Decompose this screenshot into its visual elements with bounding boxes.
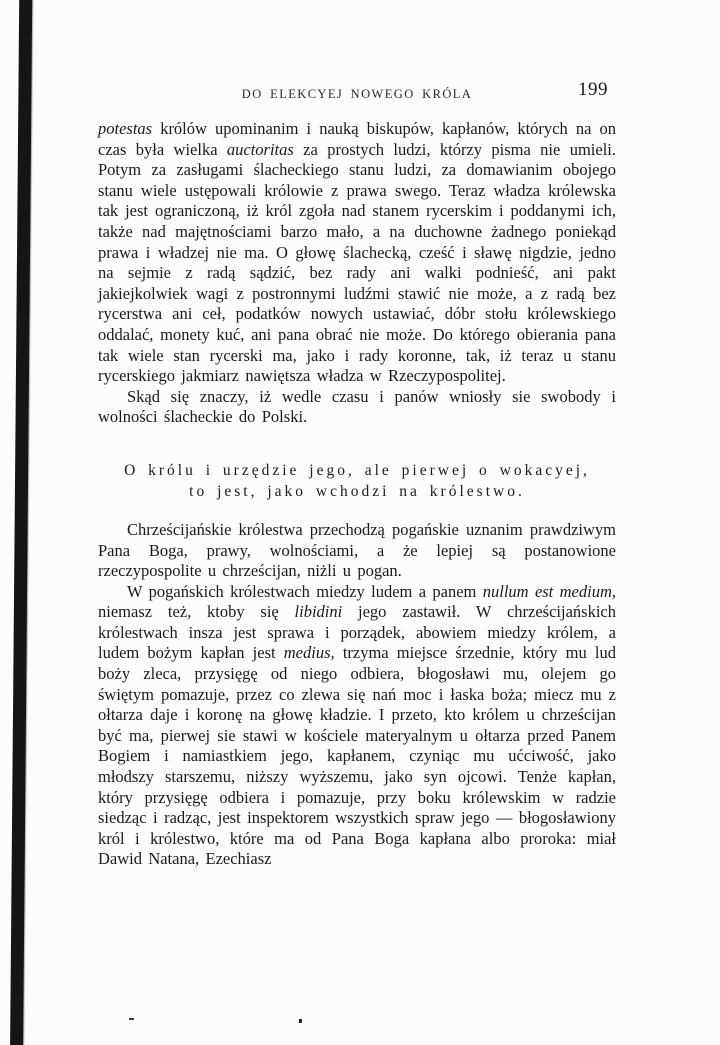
section-heading [102,460,612,503]
text-column [98,119,616,870]
page-header [98,79,616,103]
paragraph-2: Skąd się znaczy, iż wedle czasu i panów wniosły sie swobody i wolności ślacheckie do Polski. [98,386,616,427]
paragraph-4 [98,582,616,870]
latin-term: nullum est medium, [482,581,616,601]
text-run: za prostych ludzi, którzy pisma nie umieli. Potym za zasługami ślacheckiego stanu ludzi, za domawianim obojego stanu wiele ustępowali królowie z prawa swego. Teraz władza królewska tak jest ograniczoną, iż król zgoła nad stanem rycerskim i poddanymi ich, także nad majętnościami barzo mało, a na duchowne żadnego poniekąd prawa i władzej nie ma. O głowę ślachecką, cześć i sławę nigdzie, jedno na sejmie z radą sądzić, bez rady ani walki podnieść, ani pakt jakiejkolwiek wagi z postronnymi ludźmi stawić nie może, a z radą bez rycerstwa ani ceł, podatków nowych ustawiać, dóbr stołu królewskiego oddalać, monety kuć, ani pana obrać nie może. Do którego obierania pana tak wiele stan rycerski ma, jako i rady koronne, tak, iż teraz u stanu rycerskiego jakmiarz nawiętsza władza w Rzeczypospolitej. [98,139,616,386]
scan-gutter-bar [10,0,32,1045]
paragraph-1 [98,119,616,387]
text-run: W pogańskich królestwach miedzy ludem a panem [127,581,483,601]
latin-term: medius, [283,643,335,663]
latin-term: auctoritas [226,139,294,159]
text-run: królów upominanim i nauką biskupów, kapłanów, których na on czas była wielka [98,119,616,159]
text-run: jego zastawił. W chrześcijańskich królestwach insza jest sprawa i porządek, abowiem miedzy królem, a ludem bożym kapłan jest [98,602,616,663]
scan-speck [299,1019,302,1023]
paragraph-3: Chrześcijańskie królestwa przechodzą pogańskie uznanim prawdziwym Pana Boga, prawy, wolnościami, a że lepiej są postanowione rzeczypospolite u chrześcijan, niżli u pogan. [98,519,616,581]
scan-speck [129,1018,134,1020]
running-title: DO ELEKCYEJ NOWEGO KRÓLA [241,87,473,101]
page-number: 199 [578,79,608,100]
latin-term: potestas [98,119,153,138]
latin-term: libidini [294,602,343,622]
text-run: niemasz też, ktoby się [98,602,295,622]
text-run: trzyma miejsce śrzednie, który mu lud boży zleca, przysięgę od niego odbiera, błogosławi mu, olejem go świętym pomazuje, przez co zlewa się nań moc i łaska boża; miecz mu z ołtarza daje i koronę na głowę kładzie. I przeto, kto królem u chrześcijan być ma, pierwej sie stawi w kościele materyalnym u ołtarza przed Panem Bogiem i namiastkiem jego, kapłanem, czyniąc mu ućciwość, jako młodszy starszemu, niższy wyższemu, jako syn ojcowi. Tenże kapłan, który przysięgę odbiera i pomazuje, przy boku królewskim w radzie siedząc i radząc, jest inspektorem wszystkich spraw jego — błogosławiony król i królestwo, które ma od Pana Boga kapłana albo proroka: miał Dawid Natana, Ezechiasz [98,643,616,869]
section-heading-line-2: to jest, jako wchodzi na królestwo. [189,483,525,501]
section-heading-line-1: O królu i urzędzie jego, ale pierwej o wokacyej, [124,461,590,479]
